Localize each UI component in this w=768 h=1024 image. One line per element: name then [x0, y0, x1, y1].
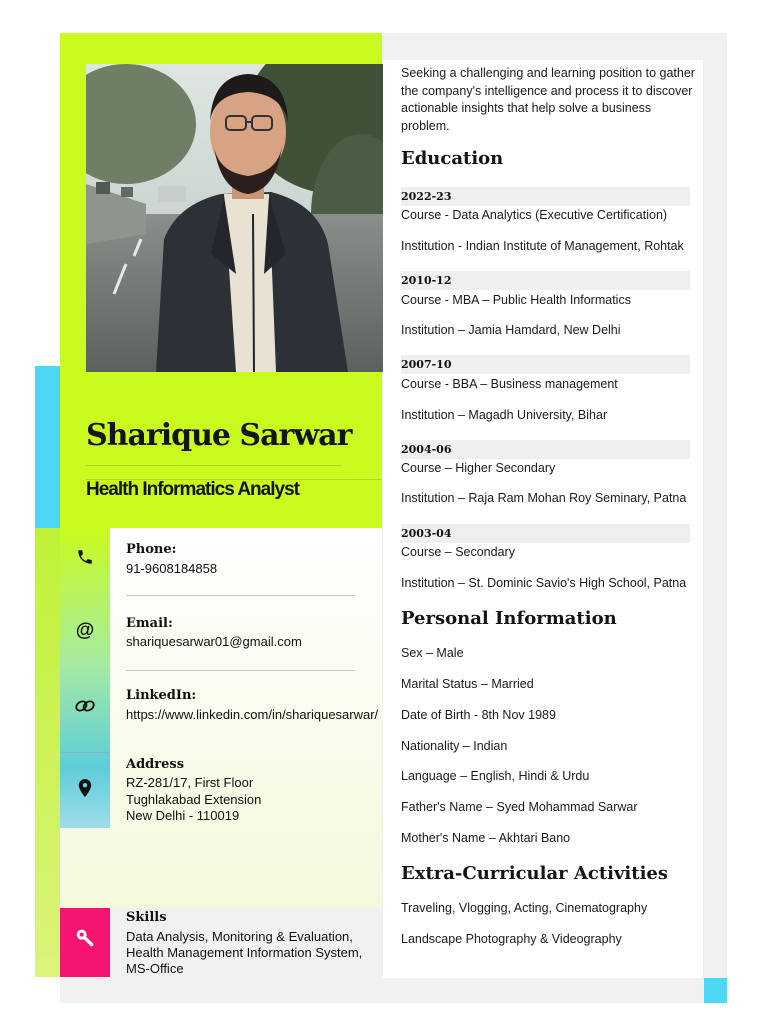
- phone-label: Phone:: [126, 542, 177, 557]
- address-label: Address: [126, 757, 185, 772]
- education-institution: Institution – Raja Ram Mohan Roy Seminary, Patna: [401, 491, 687, 505]
- profile-photo: [86, 64, 383, 372]
- personal-item: Nationality – Indian: [401, 739, 508, 753]
- education-years: 2010-12: [401, 271, 690, 290]
- education-course: Course - BBA – Business management: [401, 377, 618, 391]
- education-course: Course - MBA – Public Health Informatics: [401, 293, 631, 307]
- education-institution: Institution – Magadh University, Bihar: [401, 408, 608, 422]
- accent-bar-green: [35, 528, 61, 977]
- skills-line: Data Analysis, Monitoring & Evaluation,: [126, 929, 353, 944]
- extra-heading: Extra-Curricular Activities: [401, 863, 669, 884]
- personal-item: Father's Name – Syed Mohammad Sarwar: [401, 800, 638, 814]
- personal-item: Date of Birth - 8th Nov 1989: [401, 708, 556, 722]
- education-years: 2003-04: [401, 524, 690, 543]
- job-title: Health Informatics Analyst: [86, 479, 299, 500]
- personal-item: Mother's Name – Akhtari Bano: [401, 831, 571, 845]
- education-years: 2007-10: [401, 355, 690, 374]
- candidate-name: Sharique Sarwar: [86, 418, 352, 453]
- education-course: Course – Secondary: [401, 545, 515, 559]
- personal-item: Marital Status – Married: [401, 677, 534, 691]
- personal-item: Language – English, Hindi & Urdu: [401, 769, 590, 783]
- extra-item: Traveling, Vlogging, Acting, Cinematography: [401, 901, 648, 915]
- education-institution: Institution – St. Dominic Savio's High School, Patna: [401, 576, 687, 590]
- phone-value[interactable]: 91-9608184858: [126, 561, 218, 576]
- objective-text: Seeking a challenging and learning position to gather the company's intelligence and process it to discover actionable insights that help solve a business problem.: [401, 66, 695, 133]
- skills-label: Skills: [126, 910, 167, 925]
- divider: [126, 595, 355, 596]
- email-value[interactable]: shariquesarwar01@gmail.com: [126, 634, 302, 649]
- accent-corner-cyan: [704, 978, 727, 1003]
- address-line: Tughlakabad Extension: [126, 792, 262, 807]
- personal-item: Sex – Male: [401, 646, 464, 660]
- divider: [126, 670, 355, 671]
- education-years: 2022-23: [401, 187, 690, 206]
- education-heading: Education: [401, 148, 504, 169]
- education-institution: Institution – Jamia Hamdard, New Delhi: [401, 323, 621, 337]
- skills-line: MS-Office: [126, 961, 184, 976]
- education-years: 2004-06: [401, 440, 690, 459]
- divider: [60, 752, 110, 753]
- education-institution: Institution - Indian Institute of Management, Rohtak: [401, 239, 684, 253]
- skills-line: Health Management Information System,: [126, 945, 363, 960]
- extra-item: Landscape Photography & Videography: [401, 932, 622, 946]
- linkedin-label: LinkedIn:: [126, 688, 197, 703]
- address-line: New Delhi - 110019: [126, 808, 240, 823]
- wrench-icon: [60, 928, 110, 952]
- address-line: RZ-281/17, First Floor: [126, 775, 254, 790]
- education-course: Course - Data Analytics (Executive Certification): [401, 208, 668, 222]
- location-pin-icon: [60, 779, 110, 801]
- education-course: Course – Higher Secondary: [401, 461, 556, 475]
- at-icon: @: [75, 620, 95, 641]
- divider: [86, 465, 341, 466]
- linkedin-value[interactable]: https://www.linkedin.com/in/shariquesarwar/: [126, 707, 379, 722]
- personal-heading: Personal Information: [401, 608, 617, 629]
- link-icon: [60, 698, 110, 718]
- accent-bar-cyan: [35, 366, 61, 528]
- phone-icon: [60, 548, 110, 570]
- email-label: Email:: [126, 616, 173, 631]
